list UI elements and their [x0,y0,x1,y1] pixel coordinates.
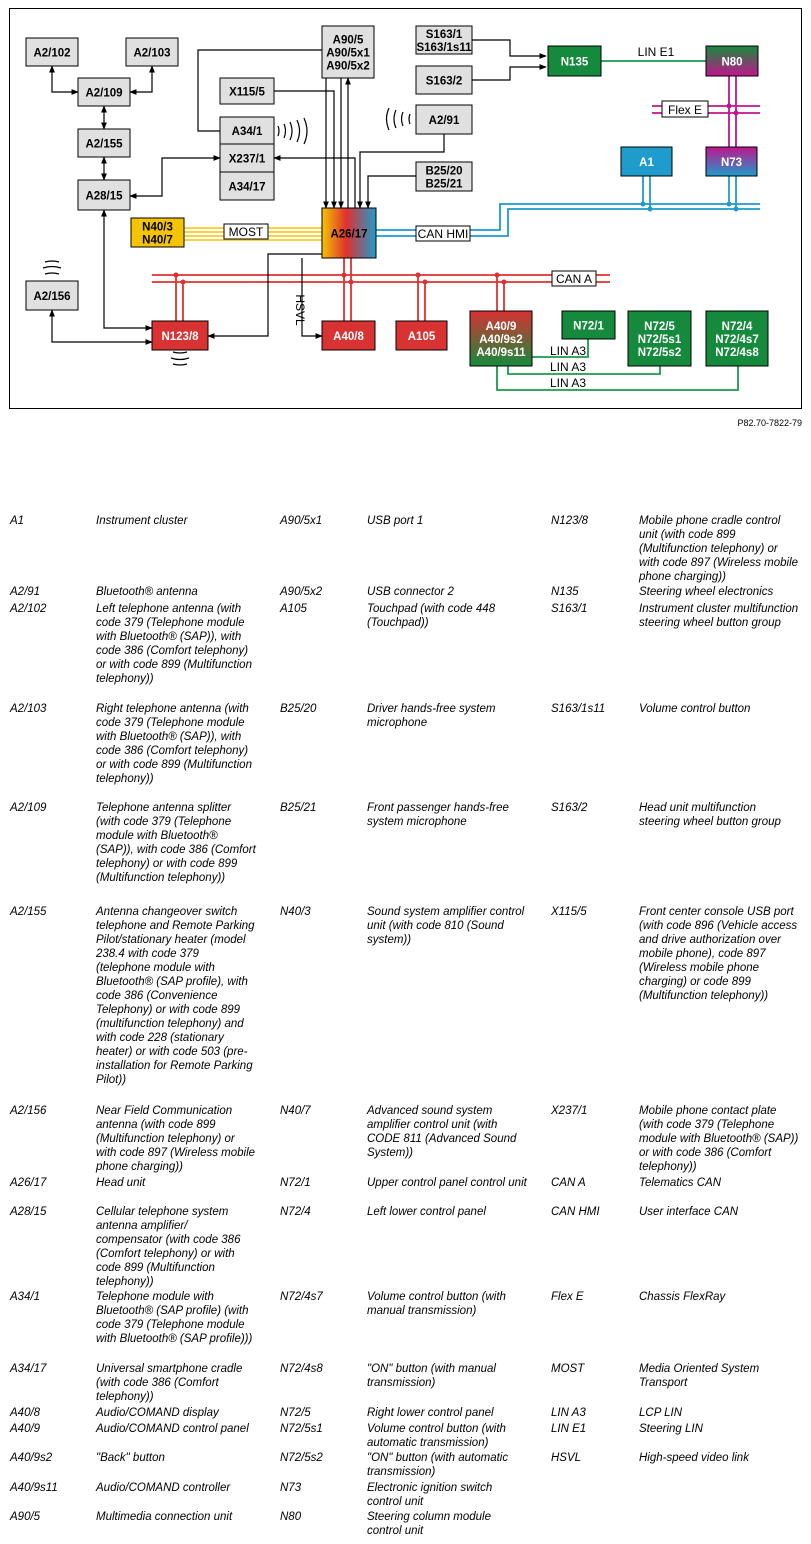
legend-code: S163/2 [551,802,588,814]
legend-description: Head unit [96,1177,146,1189]
legend-description: Media Oriented System Transport [639,1363,760,1389]
box-label: N40/3 [142,221,173,234]
legend-description: Front center console USB port (with code 896 (Vehicle access and drive authorization over mobile phone), code 897 (Wireless mobile phone charging) or code 899 (Multifunction telephony)) [639,906,798,1002]
legend-description: Near Field Communication antenna (with code 899 (Multifunction telephony) or with code 897 (Wireless mobile phone charging)) [96,1105,256,1173]
legend-description: Steering column module control unit [367,1511,492,1537]
box-label: N72/4 [721,321,753,333]
box-label: N72/4s7 [715,334,759,346]
legend-description: Telematics CAN [639,1177,722,1189]
legend-description: Steering wheel electronics [639,586,774,598]
legend-code: A26/17 [10,1177,47,1189]
legend-code: N72/5s2 [280,1452,323,1464]
box-label: A2/102 [33,47,71,60]
legend-code: A90/5 [10,1511,41,1523]
box-label: N72/5 [644,321,675,333]
legend-code: LIN A3 [551,1407,586,1419]
legend-code: N40/3 [280,906,311,918]
legend-description: Volume control button [639,703,751,715]
box-label: B25/21 [425,178,463,191]
legend-description: Touchpad (with code 448 (Touchpad)) [367,603,496,629]
legend-description: Head unit multifunction steering wheel button group [639,802,781,828]
legend-description: Upper control panel control unit [367,1177,527,1189]
legend-code: Flex E [551,1291,584,1303]
flex-e-label: Flex E [667,103,703,117]
legend-code: A2/103 [10,703,47,715]
box-label: A40/9s2 [479,334,523,346]
legend-code: B25/21 [280,802,317,814]
lin-e1-label: LIN E1 [637,45,675,59]
legend-code: S163/1s11 [551,703,606,715]
box-label: N72/4s8 [715,347,759,359]
legend-description: High-speed video link [639,1452,749,1464]
legend-description: Steering LIN [639,1423,703,1435]
legend-code: A90/5x1 [280,515,323,527]
most-label: MOST [228,225,264,239]
legend-description: Bluetooth® antenna [96,586,198,598]
box-label: S163/1 [425,29,463,41]
legend-code: A2/91 [10,586,41,598]
legend-code: N72/1 [280,1177,311,1189]
box-label: N135 [560,56,589,69]
legend-code: LIN E1 [551,1423,587,1435]
box-label: S163/2 [425,75,463,88]
legend-code: A105 [280,603,307,615]
legend-code: A28/15 [10,1206,47,1218]
hsvl-label: HSVL [293,294,307,326]
legend-description: Right telephone antenna (with code 379 (Telephone module with Bluetooth® (SAP)), with code 386 (Comfort telephony) or with code 899 (Multifunction telephony)) [96,703,252,785]
legend-description: Instrument cluster [96,515,188,527]
legend-description: USB port 1 [367,515,424,527]
legend-description: Telephone antenna splitter (with code 379 (Telephone module with Bluetooth® (SAP)), with code 386 (Comfort telephony) or with code 899 (Multifunction telephony)) [96,802,256,884]
box-label: A2/103 [133,47,171,60]
legend-description: Volume control button (with automatic transmission) [367,1423,506,1449]
box-label: A34/17 [228,181,266,194]
legend-code: HSVL [551,1452,582,1464]
legend-description: Driver hands-free system microphone [367,703,496,729]
box-label: A28/15 [85,190,123,203]
legend-description: "ON" button (with manual transmission) [367,1363,496,1389]
box-label: A2/156 [33,291,71,303]
box-label: S163/1s11 [416,42,472,54]
box-label: X237/1 [228,153,266,166]
box-label: A90/5x2 [326,60,370,73]
legend-code: N73 [280,1482,302,1494]
legend-code: A1 [10,515,25,527]
box-label: N72/5s2 [637,347,682,359]
box-label: X115/5 [229,86,265,99]
legend-code: A2/156 [10,1105,47,1117]
legend-description: Audio/COMAND display [96,1407,219,1419]
legend-code: N72/4s8 [280,1363,323,1375]
box-label: A40/9s11 [476,347,526,359]
legend-description: Universal smartphone cradle (with code 386 (Comfort telephony)) [96,1363,243,1403]
box-label: A105 [407,331,436,343]
legend-description: Audio/COMAND controller [96,1482,231,1494]
legend-description: Volume control button (with manual transmission) [367,1291,506,1317]
legend-description: User interface CAN [639,1206,739,1218]
legend-description: "ON" button (with automatic transmission) [367,1452,509,1478]
box-label: A34/1 [231,126,263,138]
box-label: A90/5 [332,34,364,47]
box-label: A26/17 [330,228,368,241]
box-label: A1 [639,157,654,169]
legend-description: Right lower control panel [367,1407,494,1419]
legend-code: A2/109 [10,802,47,814]
box-label: A2/155 [85,138,123,151]
legend-code: A40/8 [10,1407,41,1419]
legend-code: N72/4 [280,1206,311,1218]
legend-code: A34/1 [10,1291,41,1303]
legend-code: A40/9s11 [10,1482,58,1494]
box-label: A90/5x1 [326,47,370,60]
lin-a3-label-2: LIN A3 [549,360,587,374]
box-label: N80 [721,56,743,69]
legend-description: Sound system amplifier control unit (with code 810 (Sound system)) [367,906,525,946]
legend-description: Mobile phone contact plate (with code 379 (Telephone module with Bluetooth® (SAP)) or with code 386 (Comfort telephony)) [639,1105,799,1173]
legend-description: Left telephone antenna (with code 379 (Telephone module with Bluetooth® (SAP)), with code 386 (Comfort telephony) or with code 899 (Multifunction telephony)) [96,603,252,685]
can-a-label: CAN A [555,272,593,286]
legend-description: Antenna changeover switch telephone and Remote Parking Pilot/stationary heater (model 238.4 with code 379 (telephone module with Bluetooth® (SAP profile), with code 386 (Convenience Telephony) or with code 899 (multifunction telephony) and with code 228 (stationary heater) or with code 503 (pre-installation for Remote Parking Pilot)) [96,906,255,1086]
box-label: N72/5s1 [637,334,682,346]
box-label: A40/8 [333,331,364,343]
legend-description: Telephone module with Bluetooth® (SAP profile) (with code 379 (Telephone module with Bluetooth® (SAP profile))) [96,1291,253,1345]
legend-code: N80 [280,1511,302,1523]
legend-code: N72/5 [280,1407,311,1419]
legend-description: USB connector 2 [367,586,454,598]
legend-code: A90/5x2 [280,586,323,598]
legend-description: Advanced sound system amplifier control unit (with CODE 811 (Advanced Sound System)) [367,1105,517,1159]
box-label: N40/7 [142,234,173,247]
legend-code: N123/8 [551,515,589,527]
legend-description: Chassis FlexRay [639,1291,726,1303]
box-label: N123/8 [161,331,199,343]
legend-code: CAN HMI [551,1206,600,1218]
legend-code: N72/4s7 [280,1291,323,1303]
legend-code: A34/17 [10,1363,47,1375]
can-hmi-label: CAN HMI [417,227,469,241]
legend-description: Front passenger hands-free system microphone [367,802,509,828]
legend-code: A40/9 [10,1423,41,1435]
box-label: A2/109 [85,87,123,100]
figure-reference: P82.70-7822-79 [737,418,802,428]
legend-code: B25/20 [280,703,317,715]
lin-a3-label-3: LIN A3 [549,376,587,390]
legend-code: A40/9s2 [10,1452,53,1464]
box-label: N72/1 [573,320,604,333]
legend-code: X237/1 [551,1105,588,1117]
lin-a3-label-1: LIN A3 [549,344,587,358]
legend-code: A2/102 [10,603,47,615]
legend-code: CAN A [551,1177,586,1189]
legend-code: A2/155 [10,906,47,918]
legend-code: MOST [551,1363,585,1375]
legend-code: S163/1 [551,603,588,615]
legend-description: Mobile phone cradle control unit (with code 899 (Multifunction telephony) or with code 897 (Wireless mobile phone charging)) [639,515,799,583]
legend-description: Instrument cluster multifunction steering wheel button group [639,603,799,629]
legend-description: Multimedia connection unit [96,1511,233,1523]
box-label: N73 [720,157,743,169]
legend-code: X115/5 [551,906,587,918]
legend-code: N72/5s1 [280,1423,323,1435]
legend-description: LCP LIN [639,1407,683,1419]
legend-description: Audio/COMAND control panel [96,1423,249,1435]
legend-code: N135 [551,586,579,598]
legend-description: Cellular telephone system antenna amplifier/ compensator (with code 386 (Comfort telephony) or with code 899 (Multifunction telephony)) [96,1206,241,1288]
legend-code: N40/7 [280,1105,311,1117]
box-label: B25/20 [425,165,463,178]
legend-description: Electronic ignition switch control unit [367,1482,493,1508]
legend-description: Left lower control panel [367,1206,486,1218]
box-label: A2/91 [428,115,460,127]
legend-description: "Back" button [96,1452,165,1464]
box-label: A40/9 [485,321,517,333]
